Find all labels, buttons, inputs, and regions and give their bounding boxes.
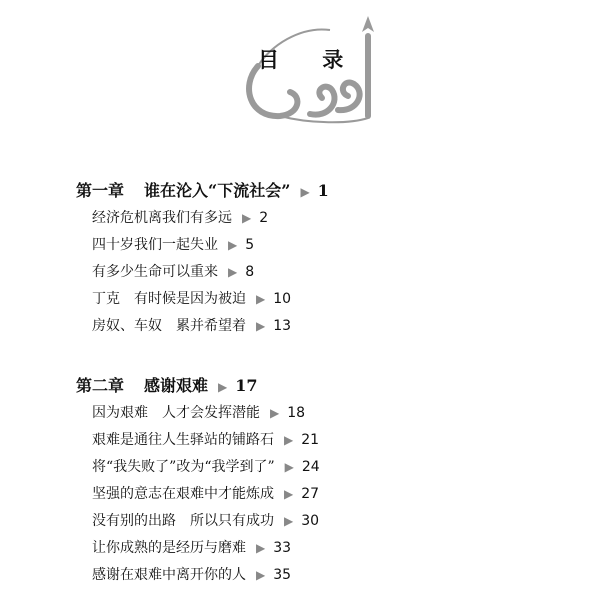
entry-page: 27	[301, 486, 320, 502]
entry-title: 将“我失败了”改为“我学到了”	[92, 459, 275, 475]
entry-title-part: 丁克	[92, 291, 120, 307]
toc-entry[interactable]	[92, 483, 319, 503]
entry-page: 10	[273, 291, 292, 307]
toc-entry[interactable]	[92, 510, 319, 530]
entry-title: 艰难是通往人生驿站的铺路石	[92, 432, 274, 448]
triangle-right-icon: ▶	[242, 211, 252, 225]
triangle-right-icon: ▶	[300, 185, 310, 199]
chapter-number: 第一章	[76, 181, 125, 200]
triangle-right-icon: ▶	[284, 514, 294, 528]
entry-title-part: 所以只有成功	[190, 513, 274, 529]
toc-entry[interactable]	[92, 456, 320, 476]
toc-title: 目 录	[258, 48, 362, 72]
triangle-right-icon: ▶	[284, 433, 294, 447]
triangle-right-icon: ▶	[228, 238, 238, 252]
entry-page: 24	[301, 459, 320, 475]
triangle-right-icon: ▶	[256, 292, 266, 306]
triangle-right-icon: ▶	[228, 265, 238, 279]
chapter-2-heading[interactable]	[76, 373, 258, 396]
triangle-right-icon: ▶	[284, 460, 294, 474]
toc-entry[interactable]	[92, 234, 254, 254]
chapter-number: 第二章	[76, 376, 125, 395]
entry-page: 13	[273, 318, 292, 334]
entry-page: 2	[259, 210, 269, 226]
triangle-right-icon: ▶	[256, 568, 266, 582]
entry-page: 21	[301, 432, 320, 448]
toc-entry[interactable]	[92, 564, 291, 584]
entry-title-part: 因为艰难	[92, 405, 148, 421]
chapter-page: 1	[317, 181, 329, 200]
entry-page: 33	[273, 540, 292, 556]
entry-title-part: 没有别的出路	[92, 513, 176, 529]
entry-title-part: 房奴、车奴	[92, 318, 162, 334]
triangle-right-icon: ▶	[256, 319, 266, 333]
entry-title-part: 有时候是因为被迫	[134, 291, 246, 307]
entry-title-part: 累并希望着	[176, 318, 246, 334]
triangle-right-icon: ▶	[256, 541, 266, 555]
entry-page: 35	[273, 567, 292, 583]
entry-title-part: 人才会发挥潜能	[162, 405, 260, 421]
toc-entry[interactable]	[92, 429, 319, 449]
toc-entry[interactable]	[92, 288, 291, 308]
triangle-right-icon: ▶	[218, 380, 228, 394]
toc-entry[interactable]	[92, 537, 291, 557]
entry-title: 经济危机离我们有多远	[92, 210, 232, 226]
entry-page: 8	[245, 264, 255, 280]
chapter-title: 谁在沦入“下流社会”	[144, 181, 291, 200]
entry-page: 18	[287, 405, 306, 421]
toc-entry[interactable]	[92, 315, 291, 335]
chapter-title: 感谢艰难	[144, 376, 209, 395]
entry-title: 感谢在艰难中离开你的人	[92, 567, 246, 583]
entry-page: 30	[301, 513, 320, 529]
entry-page: 5	[245, 237, 255, 253]
triangle-right-icon: ▶	[284, 487, 294, 501]
entry-title: 坚强的意志在艰难中才能炼成	[92, 486, 274, 502]
triangle-right-icon: ▶	[270, 406, 280, 420]
toc-entry[interactable]	[92, 207, 268, 227]
entry-title: 四十岁我们一起失业	[92, 237, 218, 253]
chapter-page: 17	[235, 376, 258, 395]
toc-entry[interactable]	[92, 261, 254, 281]
toc-entry[interactable]	[92, 402, 305, 422]
entry-title: 让你成熟的是经历与磨难	[92, 540, 246, 556]
chapter-1-heading[interactable]	[76, 178, 329, 201]
entry-title: 有多少生命可以重来	[92, 264, 218, 280]
